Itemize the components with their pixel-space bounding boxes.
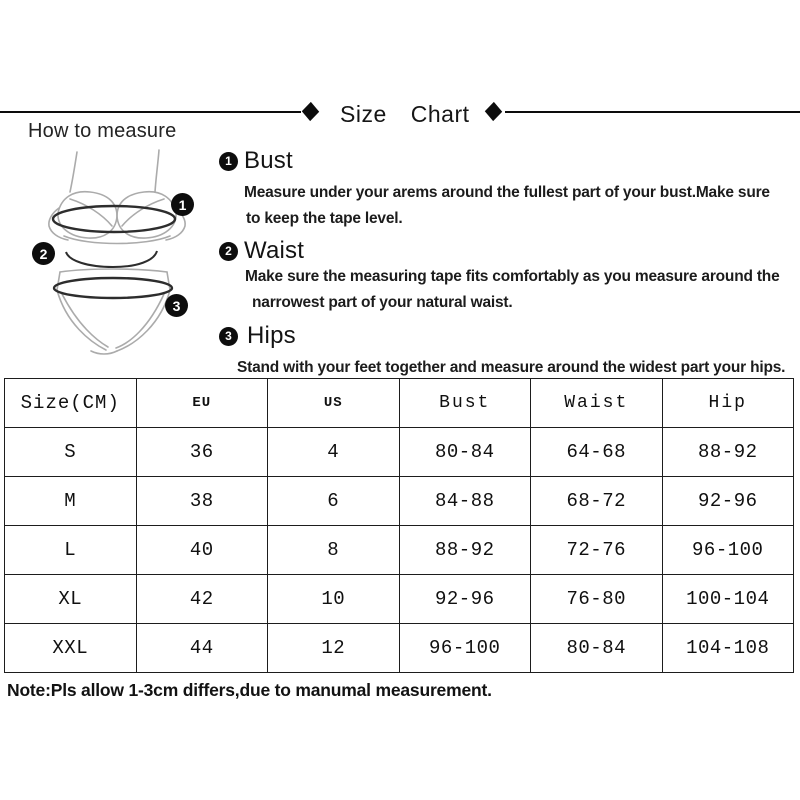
hips-number-badge: 3	[219, 327, 238, 346]
header-cell-eu: EU	[136, 379, 268, 428]
page-title	[340, 101, 470, 128]
table-cell: 84-88	[399, 477, 531, 526]
size-table	[4, 378, 794, 673]
table-cell: 72-76	[531, 526, 663, 575]
page-title-word-1: Size	[340, 101, 387, 127]
measure-point-1-badge: 1	[171, 193, 194, 216]
table-cell: S	[5, 428, 137, 477]
table-cell: 92-96	[399, 575, 531, 624]
table-row-xl	[5, 575, 794, 624]
table-cell: L	[5, 526, 137, 575]
bust-instruction-line-1: Measure under your arems around the fullest part of your bust.Make sure	[244, 184, 770, 201]
table-cell: 36	[136, 428, 268, 477]
section-waist	[219, 236, 794, 316]
bikini-measurement-illustration	[28, 140, 228, 360]
table-cell: 96-100	[399, 624, 531, 673]
table-row-l	[5, 526, 794, 575]
table-cell: M	[5, 477, 137, 526]
section-bust-header	[219, 146, 794, 176]
measure-point-2-badge: 2	[32, 242, 55, 265]
table-row-xxl	[5, 624, 794, 673]
bust-instruction-line-2: to keep the tape level.	[246, 210, 403, 227]
how-to-measure-title: How to measure	[28, 120, 177, 142]
waist-heading: Waist	[244, 237, 305, 264]
table-cell: 64-68	[531, 428, 663, 477]
diamond-icon-right	[485, 102, 502, 121]
measure-point-3-badge: 3	[165, 294, 188, 317]
table-cell: 44	[136, 624, 268, 673]
table-cell: 92-96	[662, 477, 794, 526]
waist-number-badge: 2	[219, 242, 238, 261]
section-bust	[219, 146, 794, 232]
table-cell: 104-108	[662, 624, 794, 673]
header-cell-size: Size(CM)	[5, 379, 137, 428]
header-rule-left	[0, 111, 301, 113]
table-cell: 40	[136, 526, 268, 575]
table-cell: 76-80	[531, 575, 663, 624]
table-cell: 68-72	[531, 477, 663, 526]
header-rule-right	[505, 111, 800, 113]
size-table-header-row	[5, 379, 794, 428]
table-cell: XL	[5, 575, 137, 624]
table-cell: XXL	[5, 624, 137, 673]
waist-instruction-line-2: narrowest part of your natural waist.	[252, 294, 513, 311]
header-cell-waist: Waist	[531, 379, 663, 428]
measurement-note: Note:Pls allow 1-3cm differs,due to manumal measurement.	[7, 680, 492, 700]
table-cell: 80-84	[531, 624, 663, 673]
header-cell-bust: Bust	[399, 379, 531, 428]
table-cell: 12	[268, 624, 400, 673]
table-cell: 80-84	[399, 428, 531, 477]
table-cell: 96-100	[662, 526, 794, 575]
table-cell: 10	[268, 575, 400, 624]
section-waist-header	[219, 236, 794, 266]
bikini-top-outline	[49, 150, 185, 244]
header-cell-hip: Hip	[662, 379, 794, 428]
table-cell: 4	[268, 428, 400, 477]
section-hips-header	[219, 321, 794, 351]
measuring-tape-lines	[53, 206, 175, 298]
hips-instruction-line-1: Stand with your feet together and measure around the widest part your hips.	[237, 359, 786, 376]
table-cell: 8	[268, 526, 400, 575]
table-cell: 100-104	[662, 575, 794, 624]
table-row-s	[5, 428, 794, 477]
table-cell: 6	[268, 477, 400, 526]
page-title-word-2: Chart	[410, 101, 470, 127]
hips-heading: Hips	[247, 322, 296, 349]
table-cell: 88-92	[662, 428, 794, 477]
section-hips	[219, 321, 794, 381]
diamond-icon-left	[302, 102, 319, 121]
table-cell: 38	[136, 477, 268, 526]
waist-instruction-line-1: Make sure the measuring tape fits comfortably as you measure around the	[245, 268, 780, 285]
bust-number-badge: 1	[219, 152, 238, 171]
bust-heading: Bust	[244, 147, 293, 174]
table-row-m	[5, 477, 794, 526]
table-cell: 42	[136, 575, 268, 624]
table-cell: 88-92	[399, 526, 531, 575]
header-cell-us: US	[268, 379, 400, 428]
